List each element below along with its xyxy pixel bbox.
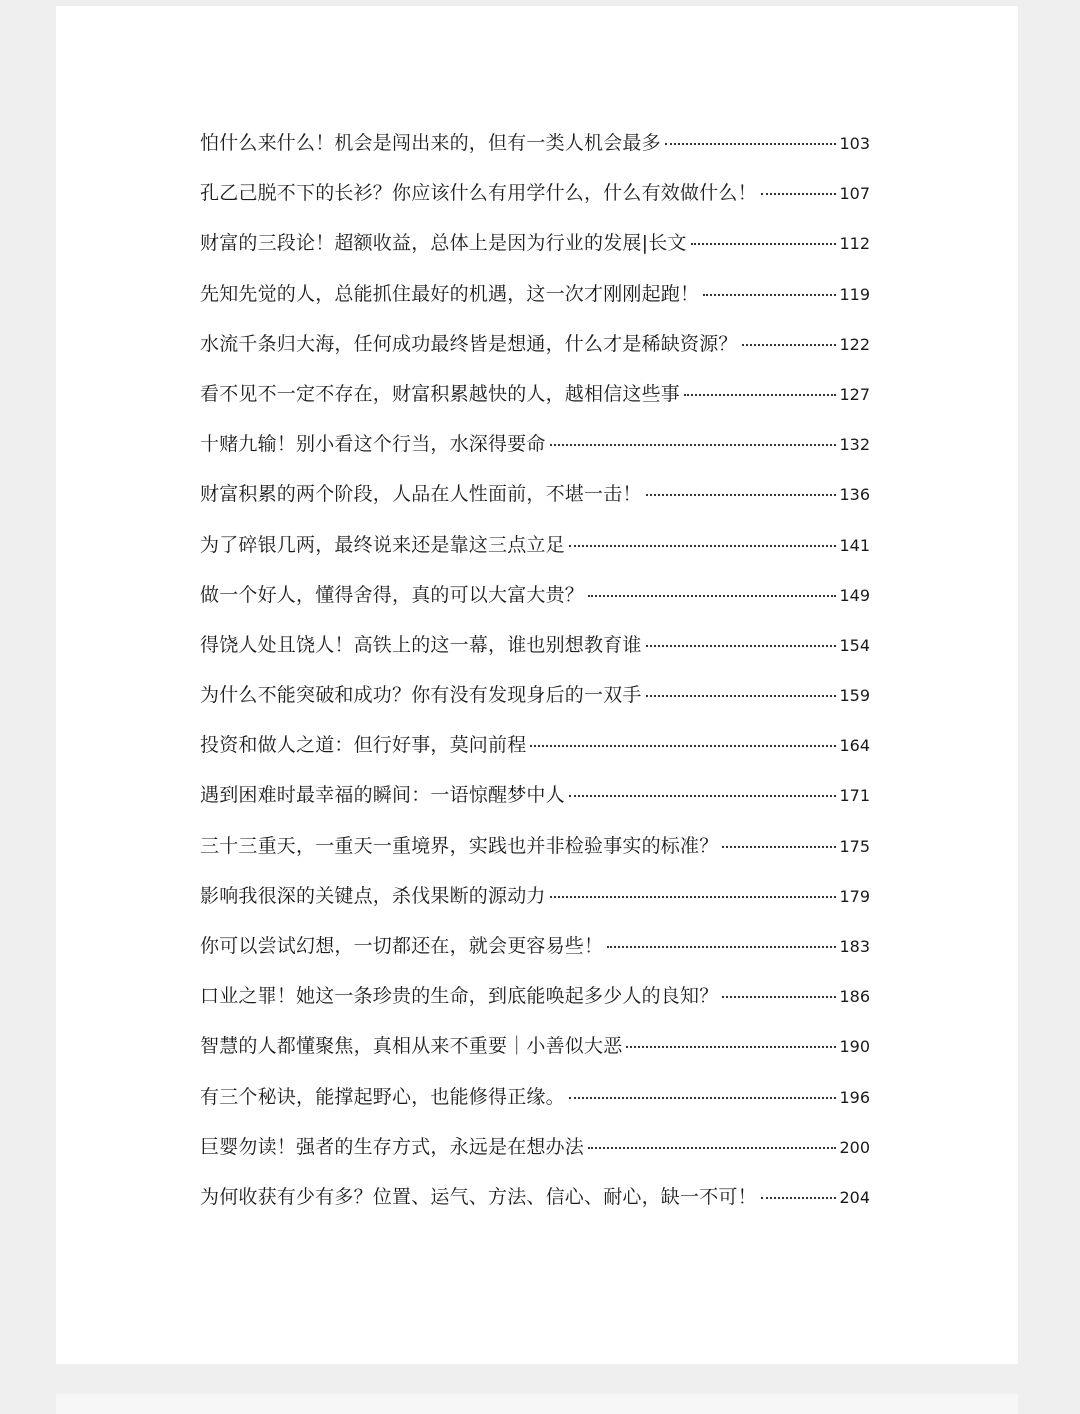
toc-entry: [200, 479, 870, 529]
next-page-edge: [56, 1394, 1018, 1414]
toc-entry-page: 204: [839, 1187, 870, 1207]
toc-entry-title: 十赌九输！别小看这个行当，水深得要命: [200, 433, 546, 456]
toc-entry-page: 103: [839, 134, 870, 153]
toc-entry-title: 财富积累的两个阶段，人品在人性面前，不堪一击！: [200, 483, 642, 506]
dot-leader: [722, 996, 836, 998]
toc-entry: [200, 379, 870, 429]
toc-entry-title: 为什么不能突破和成功？你有没有发现身后的一双手: [200, 684, 642, 707]
dot-leader: [646, 494, 837, 496]
toc-entry: [200, 429, 870, 479]
toc-entry-page: 141: [839, 535, 870, 555]
toc-entry-page: 136: [839, 485, 870, 505]
toc-entry-title: 遇到困难时最幸福的瞬间：一语惊醒梦中人: [200, 784, 565, 807]
dot-leader: [691, 243, 837, 245]
toc-entry: [200, 530, 870, 580]
toc-entry: [200, 981, 870, 1031]
dot-leader: [588, 1147, 836, 1149]
toc-entry: [200, 1182, 870, 1232]
toc-entry: [200, 1132, 870, 1182]
toc-entry-page: 186: [839, 987, 870, 1007]
toc-entry: [200, 831, 870, 881]
table-of-contents: [200, 128, 870, 1232]
dot-leader: [646, 695, 837, 697]
dot-leader: [646, 645, 837, 647]
dot-leader: [530, 745, 836, 747]
dot-leader: [569, 795, 837, 797]
toc-entry-page: 171: [839, 786, 870, 806]
toc-entry-page: 159: [839, 686, 870, 706]
toc-entry: [200, 228, 870, 278]
toc-entry-title: 先知先觉的人，总能抓住最好的机遇，这一次才刚刚起跑！: [200, 282, 700, 305]
toc-entry-title: 口业之罪！她这一条珍贵的生命，到底能唤起多少人的良知？: [200, 985, 719, 1008]
toc-entry: [200, 580, 870, 630]
dot-leader: [761, 1197, 837, 1199]
toc-entry: [200, 329, 870, 379]
toc-entry-title: 有三个秘诀，能撑起野心，也能修得正缘。: [200, 1085, 565, 1108]
dot-leader: [684, 394, 836, 396]
toc-entry: [200, 279, 870, 329]
toc-entry-title: 孔乙己脱不下的长衫？你应该什么有用学什么，什么有效做什么！: [200, 182, 757, 205]
toc-entry-title: 怕什么来什么！机会是闯出来的，但有一类人机会最多: [200, 132, 661, 154]
dot-leader: [569, 1097, 837, 1099]
toc-entry-title: 得饶人处且饶人！高铁上的这一幕，谁也别想教育谁: [200, 633, 642, 656]
toc-entry-title: 财富的三段论！超额收益，总体上是因为行业的发展|长文: [200, 232, 687, 255]
toc-entry-title: 为何收获有少有多？位置、运气、方法、信心、耐心，缺一不可！: [200, 1185, 757, 1208]
dot-leader: [665, 143, 837, 145]
toc-entry-page: 119: [839, 284, 870, 304]
toc-entry: [200, 1031, 870, 1081]
dot-leader: [761, 193, 837, 195]
dot-leader: [722, 846, 836, 848]
toc-entry-title: 三十三重天，一重天一重境界，实践也并非检验事实的标准？: [200, 834, 719, 857]
toc-entry-title: 为了碎银几两，最终说来还是靠这三点立足: [200, 533, 565, 556]
dot-leader: [607, 946, 836, 948]
toc-entry: [200, 780, 870, 830]
toc-entry-page: 132: [839, 435, 870, 455]
toc-entry: [200, 128, 870, 178]
toc-entry-page: 107: [839, 184, 870, 204]
toc-entry-title: 看不见不一定不存在，财富积累越快的人，越相信这些事: [200, 382, 681, 405]
toc-entry: [200, 630, 870, 680]
toc-entry-title: 投资和做人之道：但行好事，莫问前程: [200, 734, 527, 757]
toc-entry-title: 水流千条归大海，任何成功最终皆是想通，什么才是稀缺资源？: [200, 332, 738, 355]
toc-entry-page: 175: [839, 836, 870, 856]
dot-leader: [588, 595, 836, 597]
dot-leader: [626, 1046, 836, 1048]
toc-entry-title: 智慧的人都懂聚焦，真相从来不重要｜小善似大恶: [200, 1035, 623, 1058]
toc-entry-page: 149: [839, 585, 870, 605]
dot-leader: [550, 896, 837, 898]
toc-entry-title: 影响我很深的关键点，杀伐果断的源动力: [200, 884, 546, 907]
toc-entry-title: 做一个好人，懂得舍得，真的可以大富大贵？: [200, 583, 585, 606]
toc-entry: [200, 730, 870, 780]
toc-entry-title: 你可以尝试幻想，一切都还在，就会更容易些！: [200, 935, 604, 957]
toc-entry-page: 200: [839, 1137, 870, 1157]
toc-entry-page: 190: [839, 1037, 870, 1057]
document-page: [56, 6, 1018, 1364]
dot-leader: [569, 545, 837, 547]
toc-entry-page: 183: [839, 937, 870, 956]
toc-entry-page: 122: [839, 334, 870, 354]
toc-entry: [200, 931, 870, 981]
toc-entry: [200, 178, 870, 228]
toc-entry-page: 154: [839, 635, 870, 655]
dot-leader: [703, 294, 836, 296]
toc-entry: [200, 680, 870, 730]
dot-leader: [550, 444, 837, 446]
toc-entry-title: 巨婴勿读！强者的生存方式，永远是在想办法: [200, 1135, 585, 1158]
toc-entry-page: 179: [839, 886, 870, 906]
toc-entry-page: 127: [839, 384, 870, 404]
toc-entry: [200, 1082, 870, 1132]
toc-entry-page: 196: [839, 1087, 870, 1107]
toc-entry-page: 112: [839, 234, 870, 254]
toc-entry-page: 164: [839, 736, 870, 756]
toc-entry: [200, 881, 870, 931]
dot-leader: [742, 344, 837, 346]
